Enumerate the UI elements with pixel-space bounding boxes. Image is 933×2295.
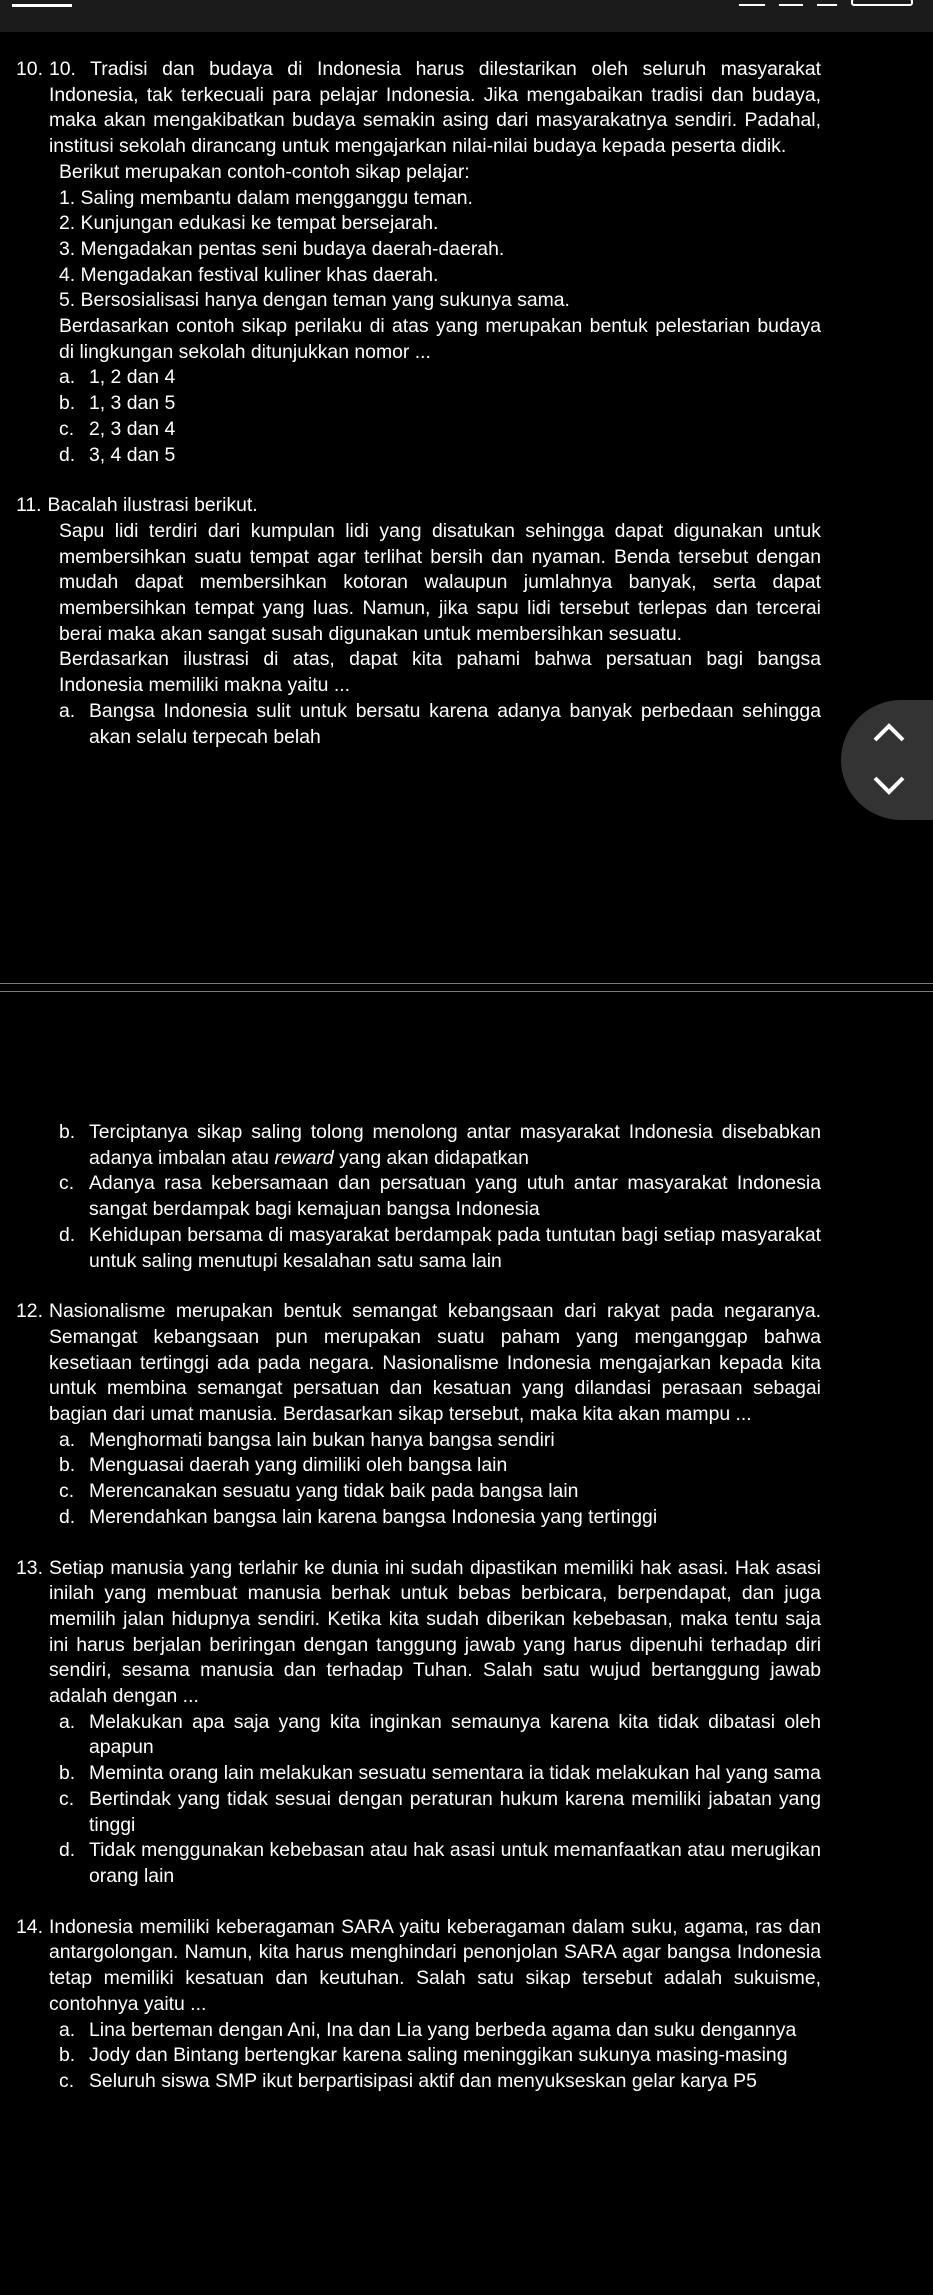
- option-text-italic: reward: [274, 1146, 334, 1169]
- option-c[interactable]: [16, 417, 821, 443]
- question-passage: Nasionalisme merupakan bentuk semangat kebangsaan dari rakyat pada negaranya. Semangat kebangsaan pun merupakan suatu paham yang menganggap bahwa kesetiaan tertinggi ada pada negara. Nasionalisme Indonesia mengajarkan kepada kita untuk membina semangat persatuan dan kesatuan yang dilandasi perasaan sebagai bagian dari umat manusia. Berdasarkan sikap tersebut, maka kita akan mampu ...: [48, 1300, 821, 1426]
- question-11: [16, 493, 821, 750]
- signal-icon: [779, 0, 803, 6]
- option-text: 2, 3 dan 4: [89, 417, 176, 440]
- option-text: Menghormati bangsa lain bukan hanya bangsa sendiri: [89, 1428, 555, 1451]
- option-label: a.: [59, 699, 76, 722]
- question-intro: 10. Tradisi dan budaya di Indonesia harus dilestarikan oleh seluruh masyarakat Indonesia, tak terkecuali para pelajar Indonesia. Jika mengabaikan tradisi dan budaya, maka akan mengakibatkan budaya semakin asing dari masyarakatnya sendiri. Padahal, institusi sekolah dirancang untuk mengajarkan nilai-nilai budaya kepada peserta didik.: [48, 58, 821, 158]
- status-icons: [739, 0, 913, 6]
- option-label: b.: [59, 2044, 76, 2067]
- question-number: 13.: [16, 1556, 43, 1579]
- battery-icon: [851, 0, 913, 6]
- wifi-icon: [739, 0, 765, 6]
- option-b[interactable]: [16, 391, 821, 417]
- option-c[interactable]: [16, 1787, 821, 1838]
- option-text: Bertindak yang tidak sesuai dengan peraturan hukum karena memiliki jabatan yang tinggi: [89, 1787, 821, 1836]
- option-label: a.: [59, 1710, 76, 1733]
- chevron-up-icon[interactable]: [869, 714, 909, 754]
- option-a[interactable]: [16, 1428, 821, 1454]
- option-text: 1, 3 dan 5: [89, 392, 176, 415]
- option-a[interactable]: [16, 699, 821, 750]
- option-label: a.: [59, 2018, 76, 2041]
- option-label: c.: [59, 1787, 75, 1810]
- question-number: 10.: [16, 58, 43, 80]
- list-item: 5. Bersosialisasi hanya dengan teman yang sukunya sama.: [59, 289, 570, 312]
- status-bar: [0, 0, 933, 32]
- question-12: [16, 1299, 821, 1530]
- option-label: c.: [59, 1480, 75, 1503]
- option-text: Adanya rasa kebersamaan dan persatuan yang utuh antar masyarakat Indonesia sangat berdampak bagi kemajuan bangsa Indonesia: [89, 1172, 821, 1221]
- page-divider: [0, 983, 933, 984]
- question-intro: Bacalah ilustrasi berikut.: [47, 494, 258, 517]
- option-c[interactable]: [16, 2069, 821, 2095]
- question-passage: Sapu lidi terdiri dari kumpulan lidi yang disatukan sehingga dapat digunakan untuk membersihkan suatu tempat agar terlihat bersih dan nyaman. Benda tersebut dengan mudah dapat membersihkan kotoran walaupun jumlahnya banyak, serta dapat membersihkan tempat yang luas. Namun, jika sapu lidi tersebut terlepas dan tercerai berai maka akan sangat susah digunakan untuk membersihkan sesuatu.: [59, 519, 821, 645]
- list-item: 3. Mengadakan pentas seni budaya daerah-daerah.: [59, 237, 505, 260]
- option-label: b.: [59, 1121, 76, 1143]
- chevron-down-icon[interactable]: [869, 764, 909, 804]
- option-d[interactable]: [16, 1838, 821, 1889]
- option-a[interactable]: [16, 1710, 821, 1761]
- option-text: 1, 2 dan 4: [89, 366, 176, 389]
- list-item: 1. Saling membantu dalam mengganggu teman.: [59, 186, 473, 209]
- option-text: Lina berteman dengan Ani, Ina dan Lia yang berbeda agama dan suku dengannya: [89, 2018, 797, 2041]
- bluetooth-icon: [817, 0, 837, 6]
- option-c[interactable]: [16, 1479, 821, 1505]
- option-text: Melakukan apa saja yang kita inginkan semaunya karena kita tidak dibatasi oleh apapun: [89, 1710, 821, 1759]
- question-text: Berdasarkan contoh sikap perilaku di atas yang merupakan bentuk pelestarian budaya di lingkungan sekolah ditunjukkan nomor ...: [59, 315, 821, 363]
- option-text: Seluruh siswa SMP ikut berpartisipasi aktif dan menyukseskan gelar karya P5: [89, 2069, 757, 2092]
- page-nav-control: [841, 700, 933, 820]
- option-label: b.: [59, 1454, 76, 1477]
- option-b[interactable]: [16, 1761, 821, 1787]
- option-text: Merencanakan sesuatu yang tidak baik pada bangsa lain: [89, 1480, 579, 1503]
- option-text: Bangsa Indonesia sulit untuk bersatu karena adanya banyak perbedaan sehingga akan selalu terpecah belah: [89, 699, 821, 748]
- option-b[interactable]: [16, 1120, 821, 1171]
- option-label: c.: [59, 1172, 75, 1195]
- option-b[interactable]: [16, 2043, 821, 2069]
- option-text: Merendahkan bangsa lain karena bangsa Indonesia yang tertinggi: [89, 1505, 658, 1528]
- option-c[interactable]: [16, 1171, 821, 1222]
- option-label: d.: [59, 1505, 76, 1528]
- list-title: Berikut merupakan contoh-contoh sikap pelajar:: [59, 160, 470, 183]
- option-text: Terciptanya sikap saling tolong menolong antar masyarakat Indonesia disebabkan adanya imbalan atau: [89, 1121, 821, 1169]
- question-number: 12.: [16, 1300, 43, 1323]
- option-text: Meminta orang lain melakukan sesuatu sementara ia tidak melakukan hal yang sama: [89, 1762, 821, 1785]
- page-bottom: [16, 1120, 821, 2095]
- question-text: Berdasarkan ilustrasi di atas, dapat kita pahami bahwa persatuan bagi bangsa Indonesia memiliki makna yaitu ...: [59, 648, 821, 697]
- question-passage: Indonesia memiliki keberagaman SARA yaitu keberagaman dalam suku, agama, ras dan antargolongan. Namun, kita harus menghindari penonjolan SARA agar bangsa Indonesia tetap memiliki kesatuan dan keutuhan. Salah satu sikap tersebut adalah sukuisme, contohnya yaitu ...: [48, 1915, 821, 2015]
- option-label: c.: [59, 417, 75, 440]
- option-a[interactable]: [16, 365, 821, 391]
- question-11-continued: [16, 1120, 821, 1274]
- option-b[interactable]: [16, 1453, 821, 1479]
- option-text: Menguasai daerah yang dimiliki oleh bangsa lain: [89, 1454, 508, 1477]
- option-text: Jody dan Bintang bertengkar karena saling meninggikan sukunya masing-masing: [89, 2044, 788, 2067]
- option-d[interactable]: [16, 1223, 821, 1274]
- page-divider: [0, 991, 933, 992]
- option-label: b.: [59, 1762, 76, 1785]
- question-13: [16, 1556, 821, 1890]
- list-item: 4. Mengadakan festival kuliner khas daerah.: [59, 263, 439, 286]
- question-10: [16, 57, 821, 468]
- option-label: b.: [59, 392, 76, 415]
- option-text: Kehidupan bersama di masyarakat berdampak pada tuntutan bagi setiap masyarakat untuk saling menutupi kesalahan satu sama lain: [89, 1223, 821, 1272]
- question-passage: Setiap manusia yang terlahir ke dunia ini sudah dipastikan memiliki hak asasi. Hak asasi inilah yang membuat manusia berhak untuk bebas berbicara, berpendapat, dan juga memilih jalan hidupnya sendiri. Ketika kita sudah diberikan kebebasan, maka tentu saja ini harus berjalan beriringan dengan tanggung jawab yang harus dipenuhi terhadap diri sendiri, sesama manusia dan terhadap Tuhan. Salah satu wujud bertanggung jawab adalah dengan ...: [48, 1556, 821, 1708]
- question-number: 11.: [16, 494, 42, 517]
- question-number: 14.: [16, 1915, 43, 1938]
- option-label: c.: [59, 2069, 75, 2092]
- option-text: Tidak menggunakan kebebasan atau hak asasi untuk memanfaatkan atau merugikan orang lain: [89, 1839, 821, 1887]
- option-label: d.: [59, 1839, 76, 1862]
- option-d[interactable]: [16, 1505, 821, 1531]
- question-14: [16, 1915, 821, 2095]
- option-text: yang akan didapatkan: [333, 1146, 529, 1169]
- option-text: 3, 4 dan 5: [89, 443, 176, 466]
- option-a[interactable]: [16, 2018, 821, 2044]
- option-label: d.: [59, 443, 76, 466]
- option-label: a.: [59, 366, 76, 389]
- option-label: a.: [59, 1428, 76, 1451]
- page-top: [16, 57, 821, 750]
- option-label: d.: [59, 1223, 76, 1246]
- option-d[interactable]: [16, 443, 821, 469]
- list-item: 2. Kunjungan edukasi ke tempat bersejarah.: [59, 212, 439, 235]
- back-icon[interactable]: [12, 0, 72, 7]
